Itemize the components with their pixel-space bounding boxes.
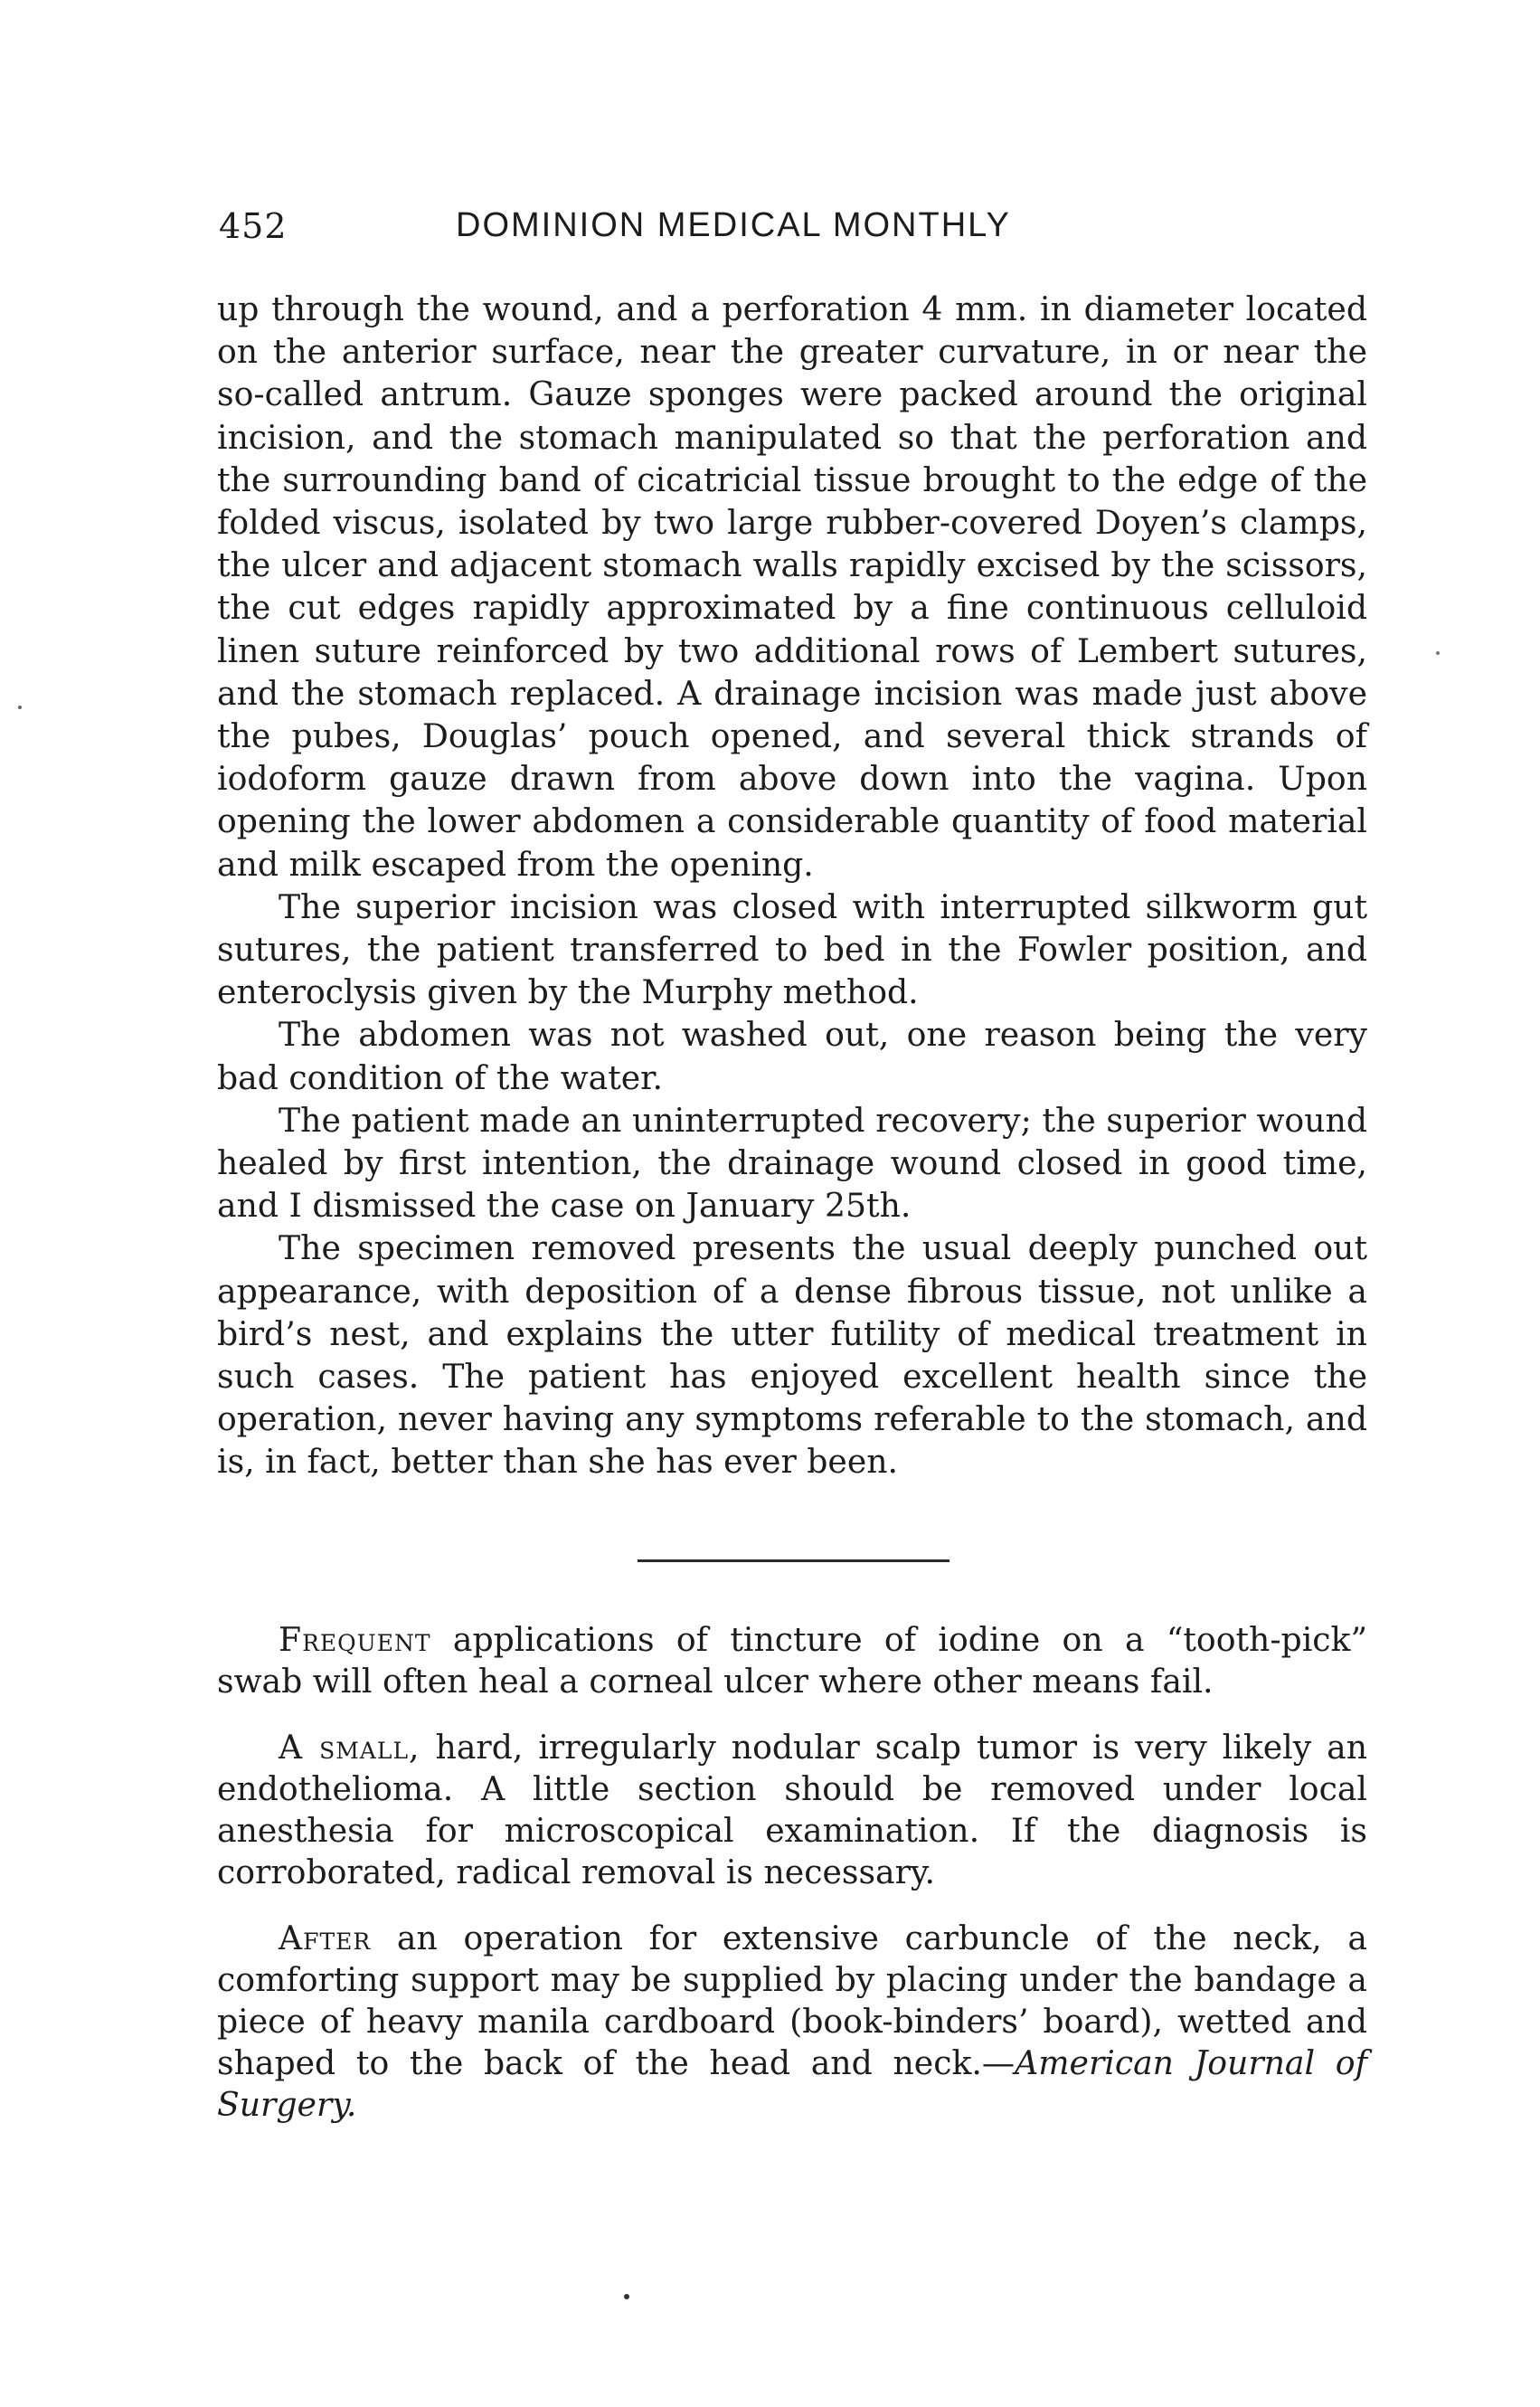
note-text: hard, irregularly nodular scalp tumor is very likely an endothelioma. A little section should be removed under local anesthesia for microscopical examination. If the diagnosis is corroborated, radical removal is necessary. [217,1728,1368,1891]
print-speck [18,706,22,709]
article-paragraph: The patient made an uninterrupted recovery; the superior wound healed by first intention, the drainage wound closed in good time, and I dismissed the case on January 25th. [217,1100,1367,1226]
article-paragraph: up through the wound, and a perforation 4 mm. in diameter located on the anterior surface, near the greater curvature, in or near the so-called antrum. Gauze sponges were packed around the original incision, and the stomach manipulated so that the perforation and the surrounding band of cicatricial tissue brought to the edge of the folded viscus, isolated by two large rubber-covered Doyen’s clamps, the ulcer and adjacent stomach walls rapidly excised by the scissors, the cut edges rapidly approximated by a fine continuous celluloid linen suture reinforced by two additional rows of Lembert sutures, and the stomach replaced. A drainage incision was made just above the pubes, Douglas’ pouch opened, and several thick strands of iodoform gauze drawn from above down into the vagina. Upon opening the lower abdomen a considerable quantity of food material and milk escaped from the opening. [217,289,1367,884]
note-text: applications of tincture of iodine on a “tooth-pick” swab will often heal a corneal ulcer where other means fail. [217,1620,1367,1701]
note-item [217,1918,1367,2126]
article-paragraph: The superior incision was closed with interrupted silkworm gut sutures, the patient transferred to bed in the Fowler position, and enteroclysis given by the Murphy method. [217,886,1367,1012]
note-lead: A small, [279,1728,420,1767]
citation: American Journal of Surgery. [217,2043,1367,2124]
note-lead: After [279,1919,372,1957]
clinical-notes [217,1619,1367,2150]
journal-title: DOMINION MEDICAL MONTHLY [456,206,1011,244]
page-number: 452 [219,206,288,246]
print-speck [1436,651,1440,655]
article-body [217,288,1367,1483]
section-divider [638,1559,950,1562]
article-paragraph: The specimen removed presents the usual deeply punched out appearance, with deposition of a dense fibrous tissue, not unlike a bird’s nest, and explains the utter futility of medical treatment in such cases. The patient has enjoyed excellent health since the operation, never having any symptoms referable to the stomach, and is, in fact, better than she has ever been. [217,1228,1367,1482]
note-item [217,1727,1367,1893]
article-paragraph: The abdomen was not washed out, one reason being the very bad condition of the water. [217,1015,1367,1097]
note-item [217,1619,1367,1702]
running-head [219,206,1367,261]
print-speck [624,2294,629,2299]
note-lead: Frequent [279,1620,431,1659]
note-text: an operation for extensive carbuncle of the neck, a comforting support may be supplied by placing under the bandage a piece of heavy manila cardboard (book-binders’ board), wetted and shaped to the back of the head and neck.— [217,1919,1367,2082]
